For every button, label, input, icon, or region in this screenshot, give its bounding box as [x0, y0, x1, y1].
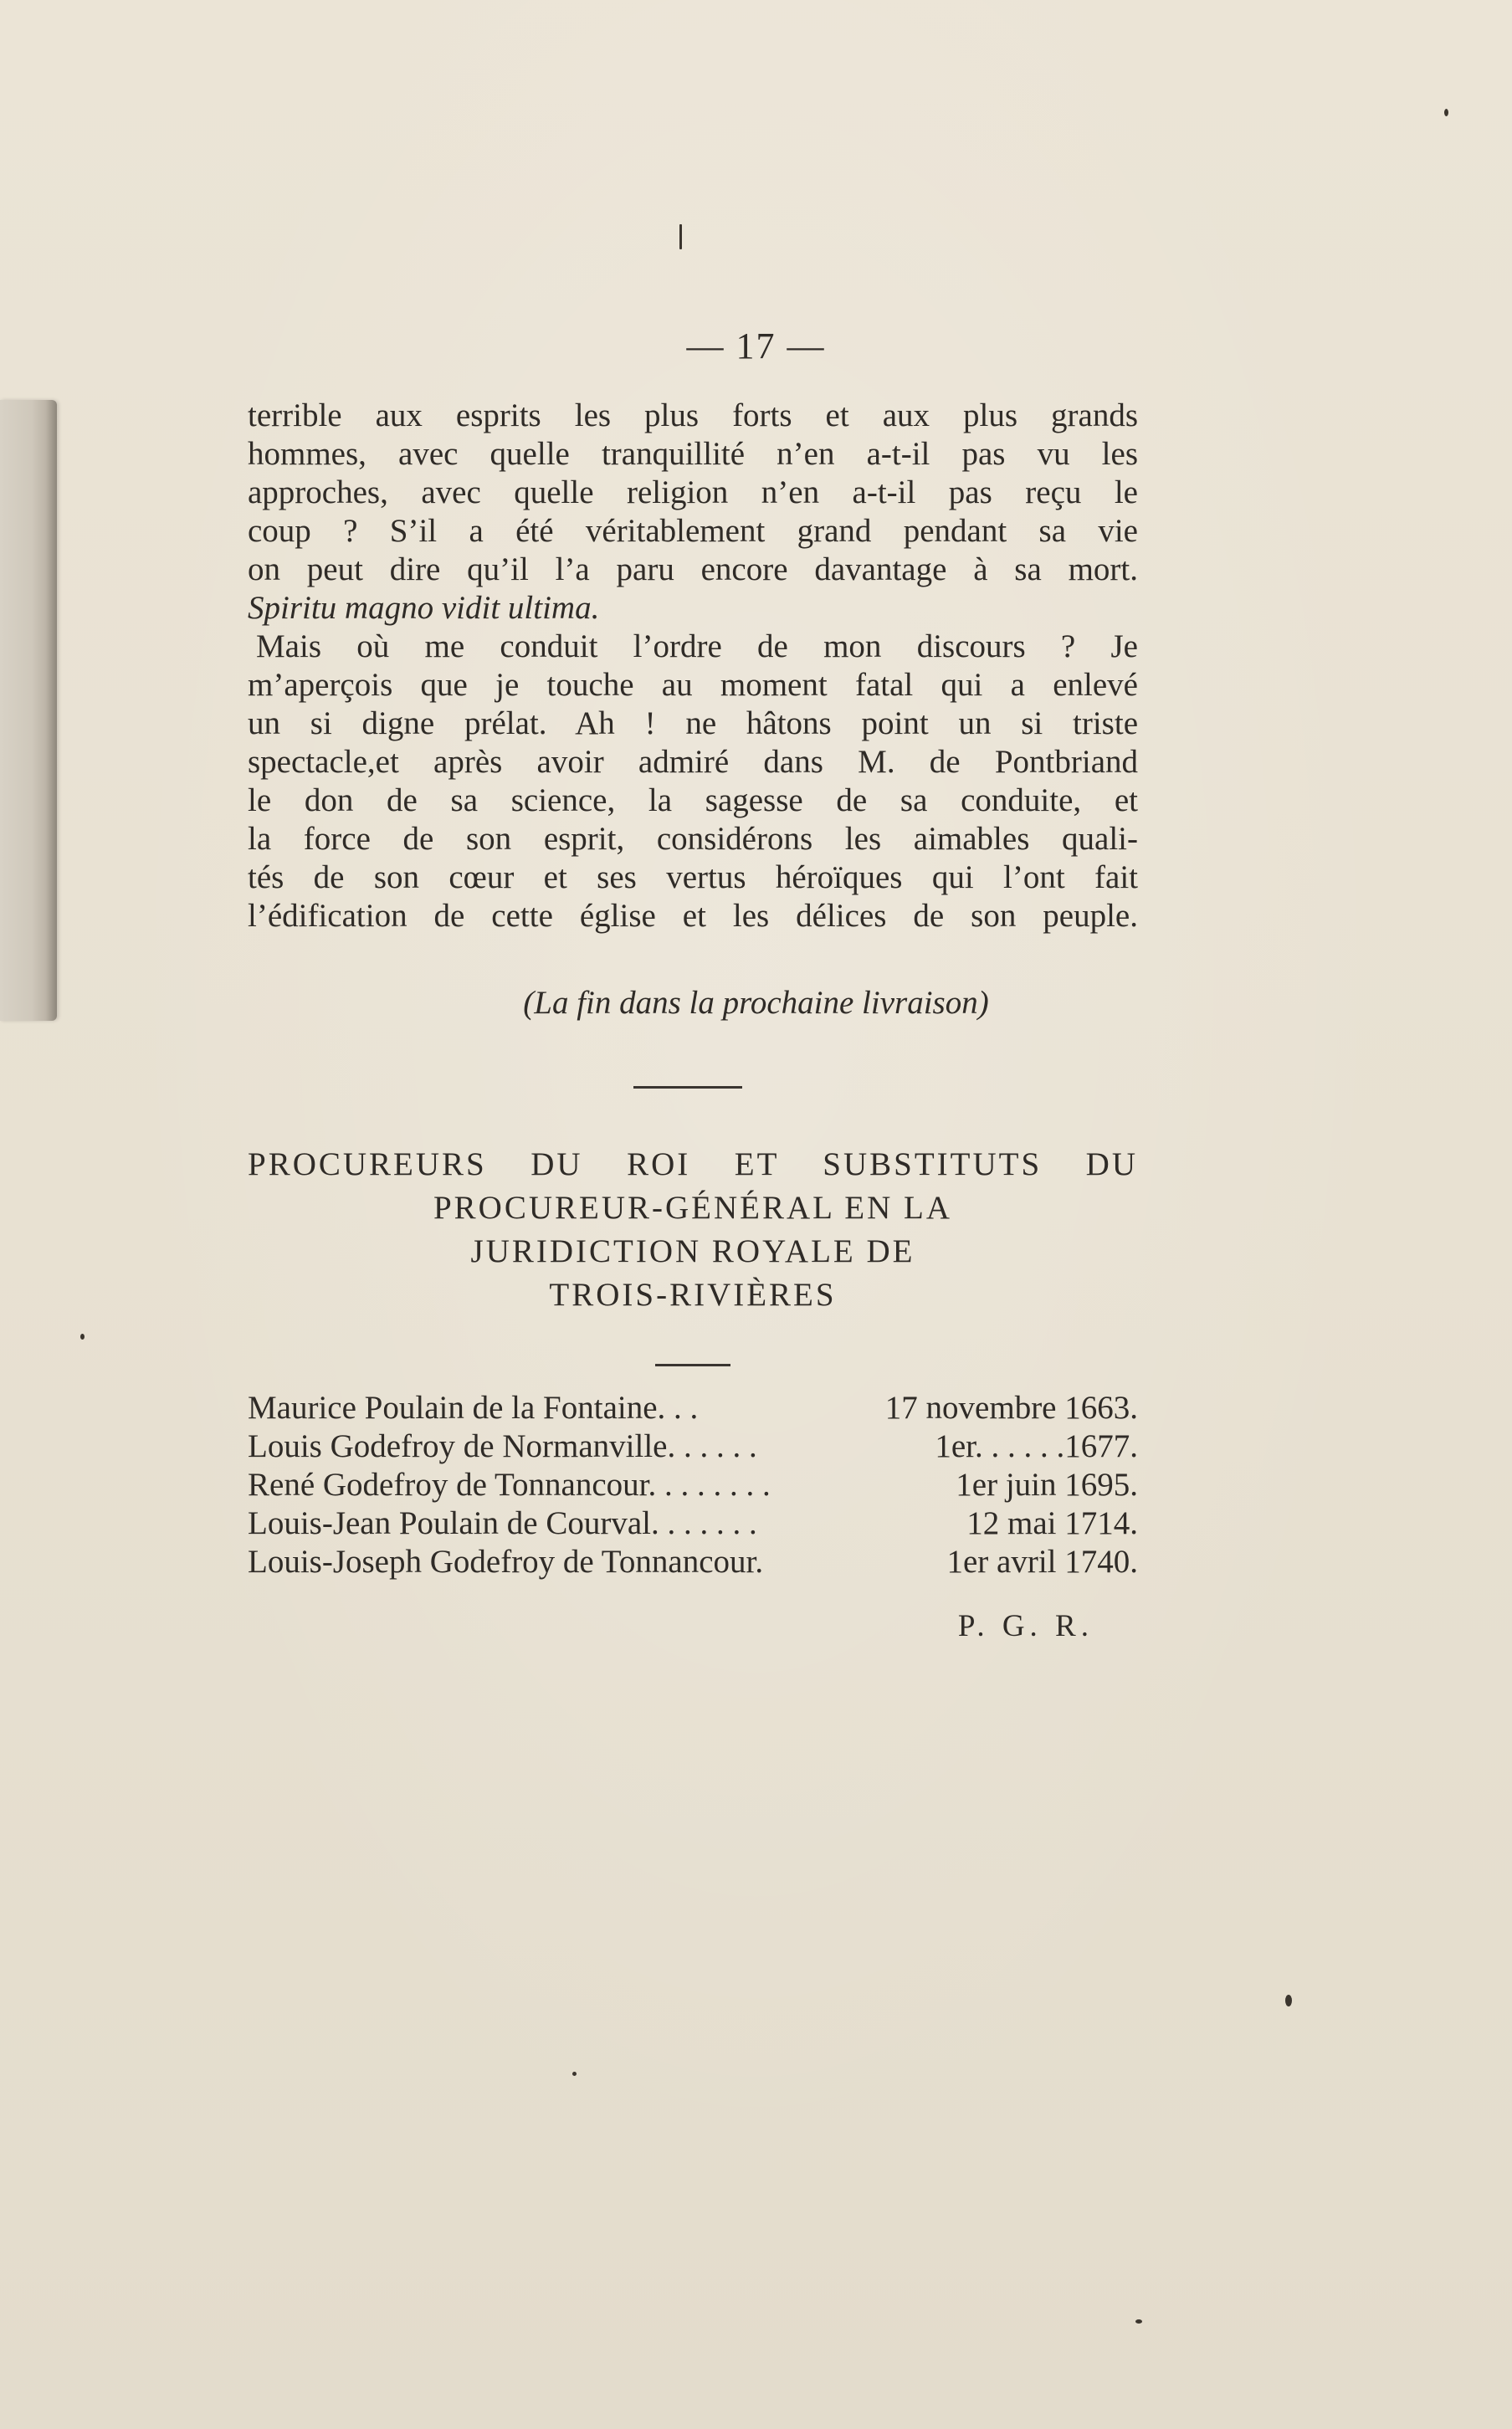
section-heading	[248, 1143, 1138, 1317]
heading-line: PROCUREURS DU ROI ET SUBSTITUTS DU	[248, 1146, 1138, 1182]
text-line: on peut dire qu’il l’a paru encore davantage à sa mort.	[248, 551, 1138, 587]
heading-line: JURIDICTION ROYALE DE	[470, 1233, 915, 1269]
officer-name: Louis Godefroy de Normanville. . . . . .	[248, 1428, 757, 1464]
paper-speck	[1285, 1995, 1292, 2006]
appointment-date: 17 novembre 1663.	[884, 1390, 1138, 1426]
text-line: coup ? S’il a été véritablement grand pendant sa vie	[248, 513, 1138, 549]
heading-line: PROCUREUR-GÉNÉRAL EN LA	[433, 1190, 953, 1226]
paper-speck	[80, 1334, 85, 1340]
text-line: la force de son esprit, considérons les aimables quali-	[248, 821, 1138, 857]
text-line: Mais où me conduit l’ordre de mon discours ? Je	[256, 628, 1138, 664]
page-number: — 17 —	[686, 325, 826, 366]
text-line: un si digne prélat. Ah ! ne hâtons point un si triste	[248, 705, 1138, 741]
text-line: tés de son cœur et ses vertus héroïques qui l’ont fait	[248, 859, 1138, 895]
section-divider	[633, 1086, 742, 1089]
officer-name: Maurice Poulain de la Fontaine. . .	[248, 1390, 699, 1426]
appointment-date: 1er avril 1740.	[946, 1544, 1138, 1580]
list-item	[248, 1466, 1138, 1504]
appointment-date: 12 mai 1714.	[966, 1505, 1138, 1541]
heading-divider	[655, 1364, 730, 1366]
list-item	[248, 1389, 1138, 1427]
paper-speck	[1135, 2319, 1142, 2324]
officer-name: René Godefroy de Tonnancour. . . . . . . .	[248, 1467, 771, 1503]
text-line: le don de sa science, la sagesse de sa conduite, et	[248, 782, 1138, 818]
text-line: spectacle,et après avoir admiré dans M. de Pontbriand	[248, 744, 1138, 780]
text-line: terrible aux esprits les plus forts et aux plus grands	[248, 397, 1138, 433]
continuation-note: (La fin dans la prochaine livraison)	[523, 985, 989, 1021]
appointment-date: 1er. . . . . .1677.	[935, 1428, 1138, 1464]
body-text	[248, 397, 1138, 935]
list-item	[248, 1427, 1138, 1466]
heading-line: TROIS-RIVIÈRES	[549, 1277, 837, 1313]
latin-quote: Spiritu magno vidit ultima.	[248, 590, 600, 626]
list-item	[248, 1543, 1138, 1581]
author-initials: P. G. R.	[957, 1609, 1094, 1643]
officer-name: Louis-Joseph Godefroy de Tonnancour.	[248, 1544, 764, 1580]
text-line: l’édification de cette église et les délices de son peuple.	[248, 898, 1138, 934]
paper-speck	[679, 224, 682, 249]
paper-speck	[572, 2072, 577, 2076]
page-tab-marker	[0, 400, 57, 1021]
appointment-date: 1er juin 1695.	[956, 1467, 1138, 1503]
list-item	[248, 1504, 1138, 1543]
text-line: approches, avec quelle religion n’en a-t-il pas reçu le	[248, 474, 1138, 510]
paper-speck	[1444, 109, 1448, 116]
text-line: m’aperçois que je touche au moment fatal qui a enlevé	[248, 667, 1138, 703]
officer-list	[248, 1389, 1138, 1581]
text-line: hommes, avec quelle tranquillité n’en a-t-il pas vu les	[248, 436, 1138, 472]
officer-name: Louis-Jean Poulain de Courval. . . . . . .	[248, 1505, 757, 1541]
